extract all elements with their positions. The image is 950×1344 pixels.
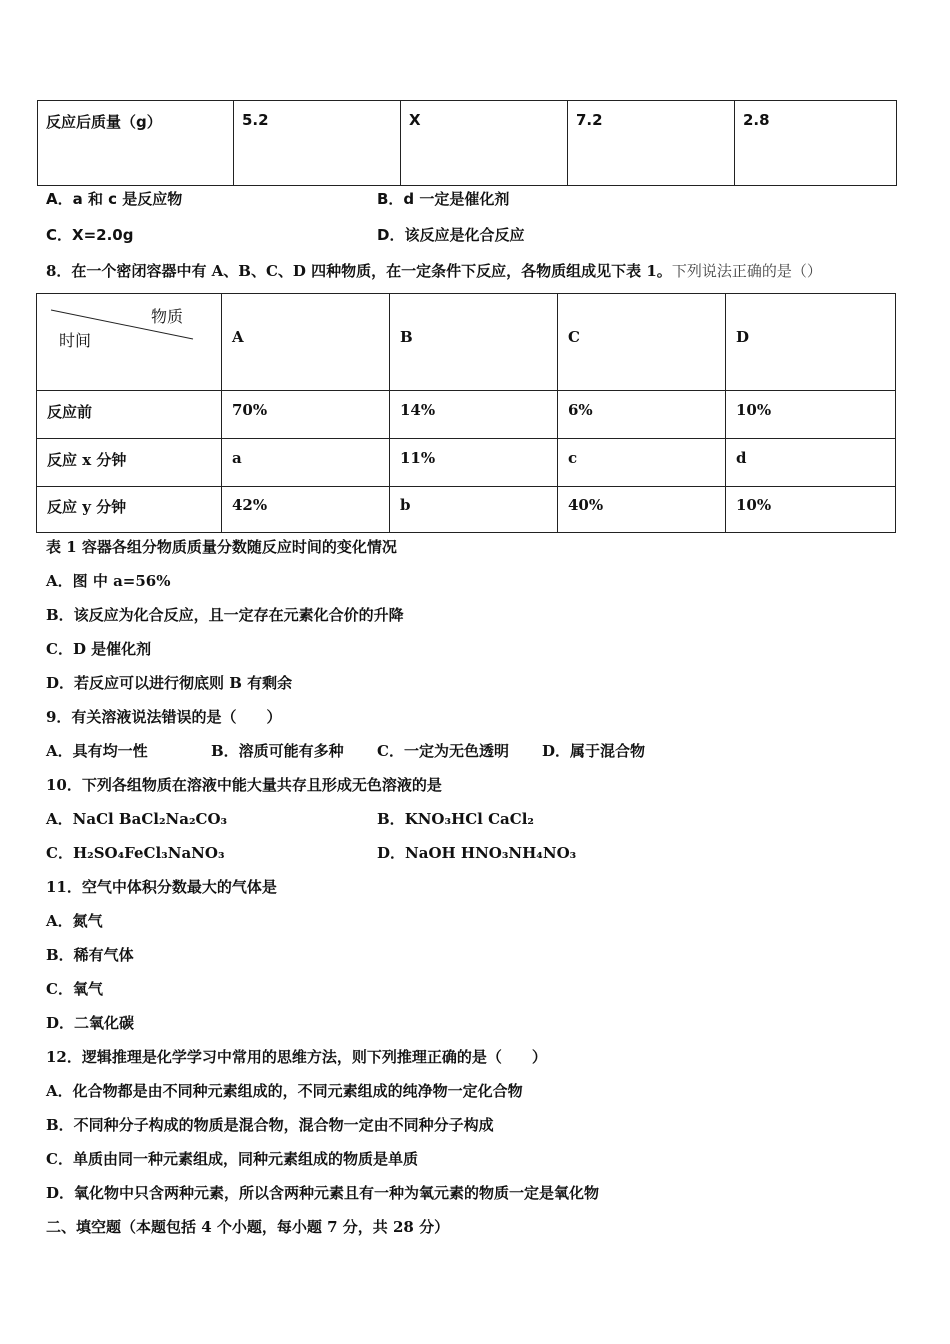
q11-stem: 11．空气中体积分数最大的气体是 <box>46 878 277 896</box>
q12-stem: 12．逻辑推理是化学学习中常用的思维方法，则下列推理正确的是（ ） <box>46 1048 547 1066</box>
table-cell: 10% <box>736 401 772 419</box>
table-cell: 11% <box>400 449 436 467</box>
q10-option-d <box>377 843 576 863</box>
q7-option-b: B．d 一定是催化剂 <box>377 190 510 208</box>
q12-option-c: C．单质由同一种元素组成，同种元素组成的物质是单质 <box>46 1150 418 1168</box>
column-header: D <box>736 328 750 346</box>
option-prefix: D． <box>377 844 406 862</box>
table-cell: 40% <box>568 496 604 514</box>
header-substance: 物质 <box>151 307 184 326</box>
section-heading: 二、填空题（本题包括 4 个小题，每小题 7 分，共 28 分） <box>46 1218 450 1236</box>
table-cell: 10% <box>736 496 772 514</box>
q7-option-d: D．该反应是化合反应 <box>377 226 525 244</box>
row-label: 反应 x 分钟 <box>47 451 127 469</box>
q8-option-b: B．该反应为化合反应，且一定存在元素化合价的升降 <box>46 606 404 624</box>
q11-option-b: B．稀有气体 <box>46 946 134 964</box>
q12-option-d: D．氧化物中只含两种元素，所以含两种元素且有一种为氧元素的物质一定是氧化物 <box>46 1184 600 1202</box>
option-prefix: A． <box>46 810 73 828</box>
formula-text: NaCl BaCl₂Na₂CO₃ <box>72 810 228 828</box>
composition-table <box>36 293 896 533</box>
q8-stem-tail: 下列说法正确的是（） <box>671 262 822 280</box>
q9-option-d: D．属于混合物 <box>542 742 646 760</box>
column-header: C <box>568 328 580 346</box>
row-label: 反应 y 分钟 <box>47 498 127 516</box>
q10-option-c <box>46 843 225 863</box>
table-cell: 6% <box>568 401 593 419</box>
q12-option-b: B．不同种分子构成的物质是混合物，混合物一定由不同种分子构成 <box>46 1116 494 1134</box>
option-prefix: B． <box>377 810 405 828</box>
q8-stem-main: 8．在一个密闭容器中有 A、B、C、D 四种物质，在一定条件下反应，各物质组成见下表 1。 <box>46 262 672 280</box>
q8-option-c: C．D 是催化剂 <box>46 640 152 658</box>
table-cell: a <box>232 449 242 467</box>
q10-stem: 10．下列各组物质在溶液中能大量共存且形成无色溶液的是 <box>46 776 442 794</box>
row-label: 反应后质量（g） <box>46 113 162 131</box>
q9-option-a: A．具有均一性 <box>46 742 148 760</box>
q11-option-d: D．二氧化碳 <box>46 1014 135 1032</box>
q10-option-b <box>377 809 534 829</box>
q9-option-b: B．溶质可能有多种 <box>211 742 344 760</box>
row-label: 反应前 <box>47 403 93 421</box>
table-cell: 2.8 <box>743 111 770 129</box>
table-header-row <box>37 294 896 391</box>
column-header: A <box>232 328 244 346</box>
q10-option-a <box>46 809 227 829</box>
q9-stem: 9．有关溶液说法错误的是（ ） <box>46 708 282 726</box>
formula-text: KNO₃HCl CaCl₂ <box>404 810 534 828</box>
q8-option-a: A．图 中 a=56% <box>46 572 171 590</box>
table-cell: 70% <box>232 401 268 419</box>
table-cell: 7.2 <box>576 111 603 129</box>
q12-option-a: A．化合物都是由不同种元素组成的，不同元素组成的纯净物一定化合物 <box>46 1082 523 1100</box>
q7-option-a: A．a 和 c 是反应物 <box>46 190 183 208</box>
q8-stem <box>46 261 822 281</box>
formula-text: H₂SO₄FeCl₃NaNO₃ <box>72 844 225 862</box>
q11-option-a: A．氮气 <box>46 912 103 930</box>
table-row <box>38 101 897 186</box>
table-row <box>37 439 896 487</box>
formula-text: NaOH HNO₃NH₄NO₃ <box>405 844 577 862</box>
diagonal-header-cell <box>37 294 222 391</box>
column-header: B <box>400 328 413 346</box>
table-cell: X <box>409 111 421 129</box>
table-cell: c <box>568 449 578 467</box>
table-cell: d <box>736 449 747 467</box>
q8-option-d: D．若反应可以进行彻底则 B 有剩余 <box>46 674 293 692</box>
table-cell: 42% <box>232 496 268 514</box>
header-time: 时间 <box>59 331 92 350</box>
table-cell: b <box>400 496 411 514</box>
table-cell: 14% <box>400 401 436 419</box>
q11-option-c: C．氧气 <box>46 980 103 998</box>
table-row <box>37 487 896 533</box>
option-prefix: C． <box>46 844 73 862</box>
table-row <box>37 391 896 439</box>
mass-table <box>37 100 897 186</box>
q9-option-c: C．一定为无色透明 <box>377 742 509 760</box>
q7-option-c: C．X=2.0g <box>46 226 134 244</box>
table-caption: 表 1 容器各组分物质质量分数随反应时间的变化情况 <box>46 538 397 556</box>
table-cell: 5.2 <box>242 111 269 129</box>
